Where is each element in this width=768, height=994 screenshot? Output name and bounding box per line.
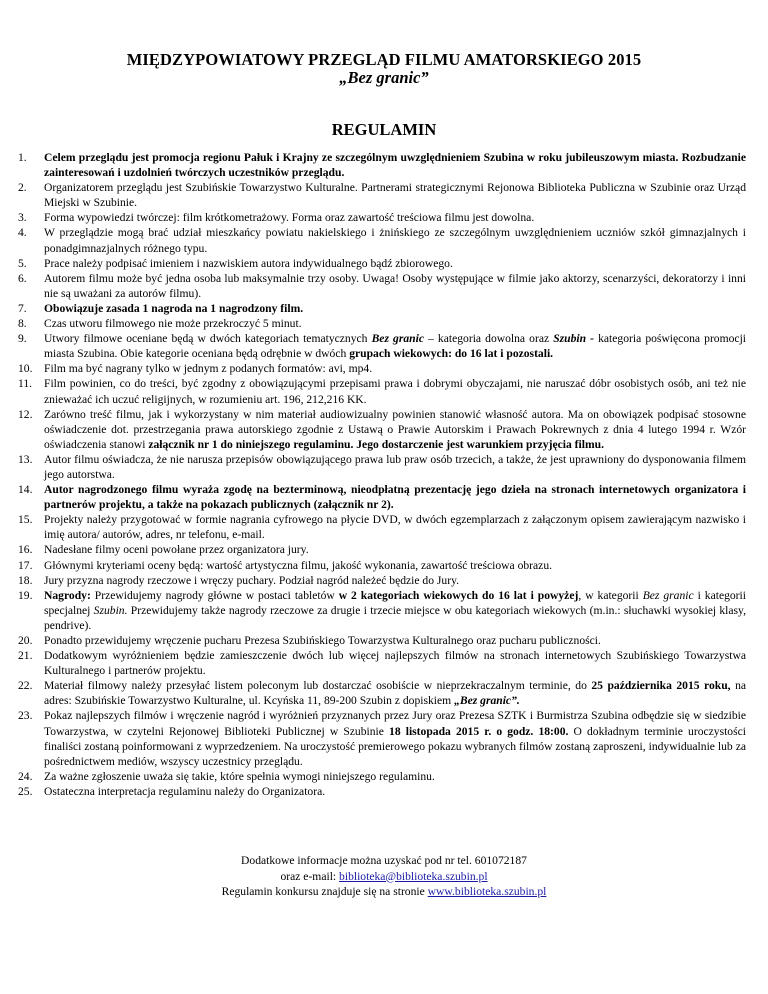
rules-list bbox=[18, 150, 746, 799]
rule-number: 20. bbox=[18, 634, 33, 647]
rule-item bbox=[18, 407, 746, 452]
rule-number: 14. bbox=[18, 483, 33, 497]
rule-item bbox=[18, 150, 746, 180]
rule-number: 19. bbox=[18, 588, 33, 602]
rule-text: Organizatorem przeglądu jest Szubińskie Towarzystwo Kulturalne. Partnerami strategicznymi Rejonowa Biblioteka Publiczna w Szubinie oraz Urząd Miejski w Szubinie. bbox=[44, 181, 746, 210]
rule-item bbox=[18, 210, 746, 225]
rule-item bbox=[18, 648, 746, 678]
rule-text: Autor filmu oświadcza, że nie narusza przepisów obowiązującego prawa lub praw osób trzecich, a także, że jest uprawniony do dysponowania filmem jego autorstwa. bbox=[44, 452, 746, 481]
rule-number: 4. bbox=[18, 226, 27, 240]
footer-phone-line: Dodatkowe informacje można uzyskać pod nr tel. 601072187 bbox=[241, 854, 527, 867]
rule-text: 18 listopada 2015 r. o godz. 18:00. bbox=[389, 724, 569, 738]
rule-text: Szubin. bbox=[93, 603, 128, 617]
rule-number: 7. bbox=[18, 301, 27, 315]
rule-item bbox=[18, 573, 746, 588]
rule-text: Forma wypowiedzi twórczej: film krótkometrażowy. Forma oraz zawartość treściowa filmu jest dowolna. bbox=[44, 211, 535, 225]
rule-number: 18. bbox=[18, 573, 33, 587]
rule-item bbox=[18, 588, 746, 633]
rule-number: 21. bbox=[18, 649, 33, 663]
rule-text: Obowiązuje zasada 1 nagroda na 1 nagrodzony film. bbox=[44, 301, 304, 315]
rule-number: 23. bbox=[18, 709, 33, 723]
document-title: MIĘDZYPOWIATOWY PRZEGLĄD FILMU AMATORSKIEGO 2015 bbox=[126, 50, 642, 69]
footer-contact bbox=[0, 853, 768, 900]
rule-text: załącznik nr 1 do niniejszego regulaminu. Jego dostarczenie jest warunkiem przyjęcia filmu. bbox=[148, 437, 604, 451]
rule-number: 13. bbox=[18, 452, 33, 466]
website-link[interactable]: www.biblioteka.szubin.pl bbox=[427, 885, 547, 898]
rule-text: Film ma być nagrany tylko w jednym z podanych formatów: avi, mp4. bbox=[44, 362, 373, 376]
rule-number: 25. bbox=[18, 784, 33, 798]
rule-text: kategoria poświęcona promocji miasta Szubina. Obie kategorie oceniana będą odrębnie w dwóch bbox=[44, 332, 747, 361]
rule-text: Autorem filmu może być jedna osoba lub maksymalnie trzy osoby. Uwaga! Osoby występujące w filmie jako aktorzy, scenarzyści, dekoratorzy i inni nie są uważani za autorów filmu). bbox=[44, 271, 746, 300]
rule-text: , w kategorii bbox=[578, 588, 643, 602]
rule-text: Jury przyzna nagrody rzeczowe i wręczy puchary. Podział nagród należeć będzie do Jury. bbox=[44, 573, 460, 587]
rule-number: 15. bbox=[18, 513, 33, 527]
rule-text: „Bez granic”. bbox=[454, 694, 520, 708]
email-link[interactable]: biblioteka@biblioteka.szubin.pl bbox=[339, 869, 488, 883]
rule-number: 22. bbox=[18, 679, 33, 693]
rule-item bbox=[18, 784, 746, 799]
rule-number: 3. bbox=[18, 211, 27, 225]
rule-text: Autor nagrodzonego filmu wyraża zgodę na bezterminową, nieodpłatną prezentację jego dzieła na stronach internetowych organizatora i partnerów projektu, a także na pokazach publicznych (załącznik nr 2). bbox=[44, 483, 746, 512]
rule-item bbox=[18, 225, 746, 255]
rule-number: 10. bbox=[18, 362, 33, 376]
rule-item bbox=[18, 301, 746, 316]
rule-text: – kategoria dowolna oraz bbox=[423, 332, 554, 346]
rule-text: Ostateczna interpretacja regulaminu należy do Organizatora. bbox=[44, 784, 326, 798]
rule-text: W przeglądzie mogą brać udział mieszkańcy powiatu nakielskiego i żnińskiego ze szczególnym uwzględnieniem uczniów szkół gimnazjalnych i ponadgimnazjalnych różnego typu. bbox=[44, 226, 746, 255]
rule-text: O dokładnym terminie uroczystości finaliści zostaną poinformowani z wyprzedzeniem. Na uroczystość premierowego pokazu wybranych filmów zostaną zaproszeni, indywidualnie lub za pośrednictwem mediów, wszyscy uczestnicy przeglądu. bbox=[44, 724, 746, 768]
rule-text: grupach wiekowych: do 16 lat i pozostali. bbox=[349, 347, 554, 361]
rule-item bbox=[18, 558, 746, 573]
rule-number: 1. bbox=[18, 151, 27, 164]
rule-item bbox=[18, 512, 746, 542]
rule-text: Film powinien, co do treści, być zgodny z obowiązującymi przepisami prawa i dobrymi obyczajami, nie naruszać dóbr osobistych osób, ani też nie znieważać ich uczuć religijnych, w rozumieniu art. 196, 212,216 KK. bbox=[44, 377, 746, 406]
rule-text: Zarówno treść filmu, jak i wykorzystany w nim materiał audiowizualny powinien stanowić własność autora. Ma on obowiązek podpisać stosowne oświadczenie dot. przestrzegania prawa autorskiego zgodnie z Ustawą o Prawie Autorskim i Prawach Pokrewnych z dnia 4 lutego 1994 r. Wzór oświadczenia stanowi bbox=[44, 407, 746, 451]
rule-text: i kategorii specjalnej bbox=[44, 588, 746, 617]
rule-item bbox=[18, 316, 746, 331]
rule-number: 9. bbox=[18, 332, 27, 346]
rule-text: Materiał filmowy należy przesyłać listem poleconym lub dostarczać osobiście w nieprzekraczalnym terminie, do bbox=[44, 679, 592, 693]
rule-number: 6. bbox=[18, 271, 27, 285]
rule-text: Dodatkowym wyróżnieniem będzie zamieszczenie dwóch lub więcej najlepszych filmów na stronach internetowych Szubińskiego Towarzystwa Kulturalnego i partnerów projektu. bbox=[44, 649, 746, 678]
rule-number: 16. bbox=[18, 543, 33, 557]
rule-text: na adres: Szubińskie Towarzystwo Kulturalne, ul. Kcyńska 11, 89-200 Szubin z dopiskiem bbox=[44, 679, 747, 708]
rule-number: 17. bbox=[18, 558, 33, 572]
rule-text: Ponadto przewidujemy wręczenie pucharu Prezesa Szubińskiego Towarzystwa Kulturalnego oraz pucharu publiczności. bbox=[44, 634, 601, 647]
rule-item bbox=[18, 256, 746, 271]
rule-text: Przewidujemy nagrody główne w postaci tabletów bbox=[90, 588, 339, 602]
footer-email-prefix: oraz e-mail: bbox=[280, 869, 340, 883]
rule-item bbox=[18, 633, 746, 648]
rule-item bbox=[18, 180, 746, 210]
rule-text: Przewidujemy także nagrody rzeczowe za drugie i trzecie miejsce w obu kategoriach wiekowych (m.in.: słuchawki wysokiej klasy, pendrive). bbox=[44, 603, 746, 632]
footer-email-line bbox=[0, 869, 768, 885]
rule-text: Utwory filmowe oceniane będą w dwóch kategoriach tematycznych bbox=[44, 332, 372, 346]
rule-text: Nadesłane filmy oceni powołane przez organizatora jury. bbox=[44, 543, 309, 557]
rule-text: Projekty należy przygotować w formie nagrania cyfrowego na płycie DVD, w dwóch egzemplarzach z załączonym opisem zawierającym nazwisko i imię autora/ autorów, adres, nr telefonu, e-mail. bbox=[44, 513, 746, 542]
rule-text: Bez granic bbox=[642, 588, 694, 602]
rule-number: 24. bbox=[18, 769, 33, 783]
rule-text: 25 października 2015 roku, bbox=[591, 679, 731, 693]
rule-number: 8. bbox=[18, 317, 27, 331]
document-subtitle: „Bez granic” bbox=[339, 68, 429, 87]
rule-text: Głównymi kryteriami oceny będą: wartość artystyczna filmu, jakość wykonania, zawartość treściowa obrazu. bbox=[44, 558, 553, 572]
rule-text: Za ważne zgłoszenie uważa się takie, które spełnia wymogi niniejszego regulaminu. bbox=[44, 769, 435, 783]
rule-item bbox=[18, 452, 746, 482]
rule-text: Szubin - bbox=[553, 332, 595, 346]
rule-text: w 2 kategoriach wiekowych do 16 lat i powyżej bbox=[338, 588, 579, 602]
rule-item bbox=[18, 361, 746, 376]
rule-text: Czas utworu filmowego nie może przekroczyć 5 minut. bbox=[44, 317, 302, 331]
rule-item bbox=[18, 542, 746, 557]
rule-number: 12. bbox=[18, 407, 33, 421]
rule-item bbox=[18, 482, 746, 512]
footer-site-prefix: Regulamin konkursu znajduje się na stronie bbox=[221, 885, 428, 898]
rule-item bbox=[18, 271, 746, 301]
rule-number: 11. bbox=[18, 377, 33, 391]
section-heading: REGULAMIN bbox=[331, 120, 437, 139]
rule-item bbox=[18, 678, 746, 708]
rule-number: 2. bbox=[18, 181, 27, 195]
footer-site-line bbox=[0, 884, 768, 900]
rule-item bbox=[18, 769, 746, 784]
rule-text: Bez granic bbox=[371, 332, 424, 346]
rule-item bbox=[18, 708, 746, 768]
rule-item bbox=[18, 376, 746, 406]
rule-text: Pokaz najlepszych filmów i wręczenie nagród i wyróżnień przyznanych przez Jury oraz Prezesa SZTK i Burmistrza Szubina odbędzie się w siedzibie Towarzystwa, w czytelni Rejonowej Biblioteki Publicznej w Szubinie bbox=[44, 709, 746, 738]
rule-number: 5. bbox=[18, 256, 27, 270]
rule-text: Celem przeglądu jest promocja regionu Pałuk i Krajny ze szczególnym uwzględnieniem Szubina w roku jubileuszowym miasta. Rozbudzanie zainteresowań i uzdolnień twórczych uczestników przeglądu. bbox=[44, 151, 746, 180]
rule-text: Prace należy podpisać imieniem i nazwiskiem autora indywidualnego bądź zbiorowego. bbox=[44, 256, 453, 270]
rule-item bbox=[18, 331, 746, 361]
rule-text: Nagrody: bbox=[44, 588, 91, 602]
